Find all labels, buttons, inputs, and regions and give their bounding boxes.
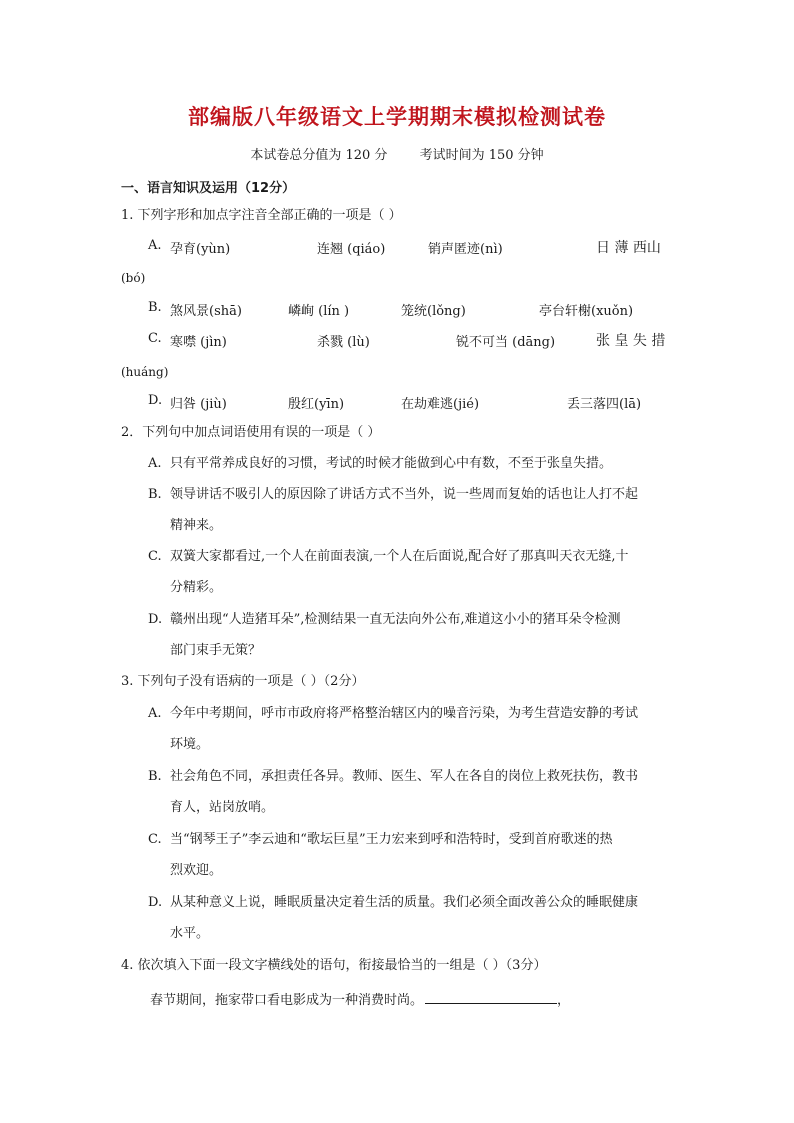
q1-d-4: 丢三落四(lā) <box>567 397 642 412</box>
q3-b-label: B. <box>148 769 162 784</box>
q1-c-label: C. <box>148 331 162 346</box>
q3-b-text-2: 育人，站岗放哨。 <box>170 800 275 815</box>
q3-d-text-2: 水平。 <box>170 926 210 941</box>
section-heading: 一、语言知识及运用（12分） <box>121 181 296 196</box>
q2-b-text-2: 精神来。 <box>170 518 223 533</box>
q3-stem: 3. 下列句子没有语病的一项是（ ）（2分） <box>121 674 365 689</box>
q1-b-3: 笼统(lǒng) <box>401 304 466 319</box>
q2-c-text-2: 分精彩。 <box>170 580 223 595</box>
q2-d-text-2: 部门束手无策？ <box>170 643 262 658</box>
q3-c-text-1: 当“钢琴王子”李云迪和“歌坛巨星”王力宏来到呼和浩特时，受到首府歌迷的热 <box>170 832 613 847</box>
q1-c-4-pinyin: (huáng) <box>121 365 169 379</box>
q4-comma: ， <box>557 993 571 1008</box>
q1-stem: 1. 下列字形和加点字注音全部正确的一项是（ ） <box>121 208 402 223</box>
q1-a-3: 销声匿迹(nì) <box>428 242 503 257</box>
q1-b-4: 亭台轩榭(xuǒn) <box>539 304 634 319</box>
q2-a-text: 只有平常养成良好的习惯，考试的时候才能做到心中有数，不至于张皇失措。 <box>170 456 613 471</box>
q2-c-text-1: 双簧大家都看过,一个人在前面表演,一个人在后面说,配合好了那真叫天衣无缝,十 <box>170 549 629 564</box>
q1-a-label: A. <box>148 238 162 253</box>
q1-c-3: 锐不可当 (dāng) <box>456 335 556 350</box>
q1-d-2: 殷红(yīn) <box>288 397 345 412</box>
total-score: 本试卷总分值为 120 分 <box>250 148 388 163</box>
q1-d-label: D. <box>148 393 163 408</box>
q1-c-4: 张 皇 失 措 <box>596 333 666 349</box>
q3-a-text-1: 今年中考期间，呼市市政府将严格整治辖区内的噪音污染，为考生营造安静的考试 <box>170 706 639 721</box>
q4-paragraph-text: 春节期间，拖家带口看电影成为一种消费时尚。 <box>150 993 424 1008</box>
q1-c-2: 杀戮 (lù) <box>317 335 370 350</box>
q3-c-label: C. <box>148 832 162 847</box>
q4-stem: 4. 依次填入下面一段文字横线处的语句，衔接最恰当的一组是（ ）（3分） <box>121 958 547 973</box>
q2-stem: 2．下列句中加点词语使用有误的一项是（ ） <box>121 425 381 440</box>
page-title: 部编版八年级语文上学期期末模拟检测试卷 <box>188 105 606 129</box>
q2-d-text-1: 赣州出现“人造猪耳朵”,检测结果一直无法向外公布,难道这小小的猪耳朵令检测 <box>170 612 621 627</box>
q3-c-text-2: 烈欢迎。 <box>170 863 223 878</box>
q1-a-1: 孕育(yùn) <box>170 242 231 257</box>
q1-a-4-pinyin: (bó) <box>121 271 146 285</box>
q1-b-1: 煞风景(shā) <box>170 304 242 319</box>
exam-info <box>0 144 794 163</box>
q3-a-label: A. <box>148 706 162 721</box>
q4-paragraph <box>150 989 570 1009</box>
q1-b-2: 嶙峋 (lín ) <box>288 304 350 319</box>
q3-b-text-1: 社会角色不同，承担责任各异。教师、医生、军人在各自的岗位上救死扶伤，教书 <box>170 769 639 784</box>
q1-d-1: 归咎 (jiù) <box>170 397 227 412</box>
q1-b-label: B. <box>148 300 162 315</box>
q1-c-1: 寒噤 (jìn) <box>170 335 227 350</box>
q2-d-label: D. <box>148 612 163 627</box>
q3-a-text-2: 环境。 <box>170 737 210 752</box>
answer-blank[interactable] <box>425 989 557 1004</box>
q1-a-2: 连翘 (qiáo) <box>317 242 386 257</box>
q2-b-text-1: 领导讲话不吸引人的原因除了讲话方式不当外，说一些周而复始的话也让人打不起 <box>170 487 639 502</box>
q2-b-label: B. <box>148 487 162 502</box>
exam-time: 考试时间为 150 分钟 <box>419 148 544 163</box>
q3-d-label: D. <box>148 895 163 910</box>
q2-a-label: A. <box>148 456 162 471</box>
q2-c-label: C. <box>148 549 162 564</box>
q1-d-3: 在劫难逃(jié) <box>401 397 480 412</box>
q1-a-4: 日 薄 西山 <box>596 240 661 256</box>
q3-d-text-1: 从某种意义上说，睡眠质量决定着生活的质量。我们必须全面改善公众的睡眠健康 <box>170 895 639 910</box>
